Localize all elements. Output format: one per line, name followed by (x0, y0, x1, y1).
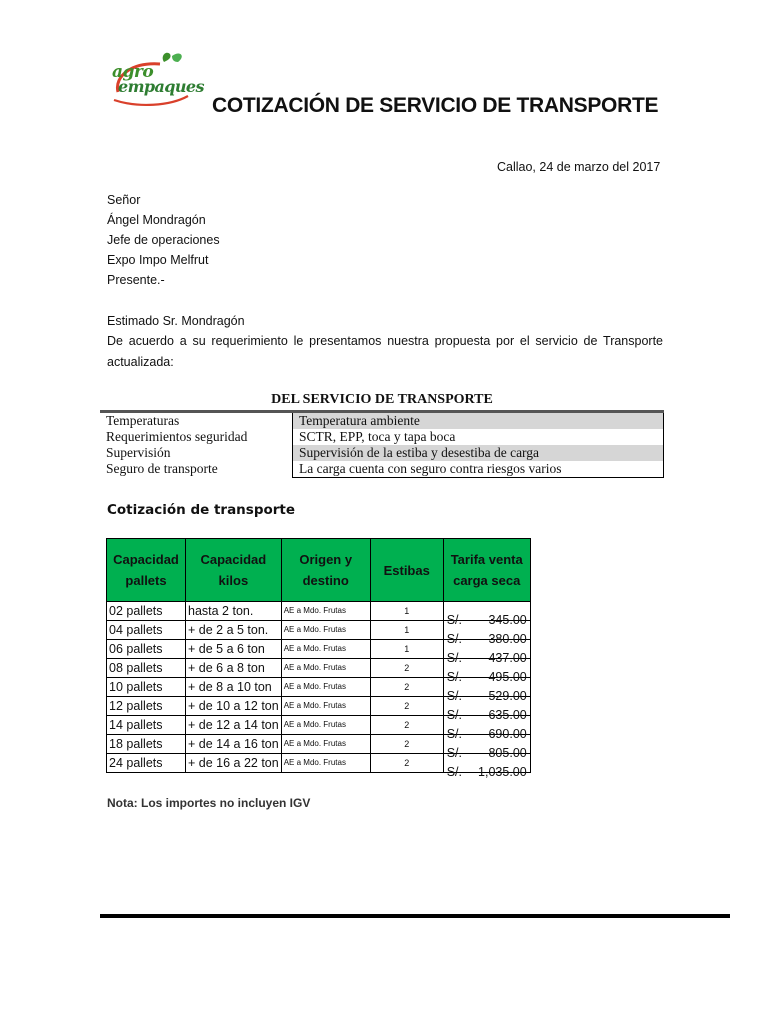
cell-price (443, 735, 530, 760)
cell-pallets: 24 pallets (107, 754, 186, 773)
quote-table (106, 538, 531, 779)
cell-kilos: + de 6 a 8 ton (186, 659, 282, 678)
document-title: COTIZACIÓN DE SERVICIO DE TRANSPORTE (212, 94, 659, 117)
currency-label: S/. (446, 727, 463, 741)
cell-kilos: + de 14 a 16 ton (186, 735, 282, 754)
cell-kilos: + de 2 a 5 ton. (186, 621, 282, 640)
currency-label: S/. (446, 746, 463, 760)
price-amount: 690.00 (488, 727, 527, 741)
cell-pallets: 14 pallets (107, 716, 186, 735)
header-capacidad-pallets: Capacidad pallets (107, 539, 186, 602)
cell-estibas: 1 (370, 621, 443, 640)
price-amount: 345.00 (488, 613, 527, 627)
cell-price (443, 754, 530, 779)
price-amount: 1,035.00 (478, 765, 527, 779)
logo-text-empaques: empaques (118, 77, 204, 96)
cell-estibas: 2 (370, 754, 443, 773)
cell-price (443, 697, 530, 722)
cell-kilos: + de 8 a 10 ton (186, 678, 282, 697)
price-amount: 529.00 (488, 689, 527, 703)
header-origen-destino: Origen y destino (281, 539, 370, 602)
cell-estibas: 1 (370, 640, 443, 659)
price-amount: 495.00 (488, 670, 527, 684)
note-text: Nota: Los importes no incluyen IGV (107, 796, 311, 810)
recipient-salutation: Señor (107, 193, 141, 207)
cell-route: AE a Mdo. Frutas (281, 716, 370, 735)
service-row (100, 412, 664, 430)
cell-pallets: 18 pallets (107, 735, 186, 754)
currency-label: S/. (446, 765, 463, 779)
currency-label: S/. (446, 651, 463, 665)
price-amount: 437.00 (488, 651, 527, 665)
cell-estibas: 2 (370, 697, 443, 716)
recipient-position: Jefe de operaciones (107, 233, 220, 247)
cell-pallets: 02 pallets (107, 602, 186, 621)
cell-estibas: 1 (370, 602, 443, 621)
cell-route: AE a Mdo. Frutas (281, 697, 370, 716)
header-capacidad-kilos: Capacidad kilos (186, 539, 282, 602)
cell-price (443, 659, 530, 684)
currency-label: S/. (446, 632, 463, 646)
quote-row (107, 697, 531, 716)
recipient-name: Ángel Mondragón (107, 213, 206, 227)
cell-price (443, 716, 530, 741)
cell-price (443, 678, 530, 703)
service-row-value: SCTR, EPP, toca y tapa boca (293, 429, 664, 445)
service-row-label: Temperaturas (100, 412, 293, 430)
cell-pallets: 12 pallets (107, 697, 186, 716)
cell-route: AE a Mdo. Frutas (281, 602, 370, 621)
header-tarifa: Tarifa venta carga seca (443, 539, 530, 602)
quote-section-title: Cotización de transporte (107, 502, 296, 518)
quote-row (107, 754, 531, 773)
price-amount: 805.00 (488, 746, 527, 760)
service-row-value: Temperatura ambiente (293, 412, 664, 430)
cell-route: AE a Mdo. Frutas (281, 735, 370, 754)
service-row-label: Seguro de transporte (106, 461, 218, 477)
quote-row (107, 640, 531, 659)
cell-estibas: 2 (370, 716, 443, 735)
cell-price (443, 621, 530, 646)
cell-estibas: 2 (370, 659, 443, 678)
service-row-value: La carga cuenta con seguro contra riesgos varios (293, 461, 664, 478)
cell-route: AE a Mdo. Frutas (281, 621, 370, 640)
service-details-table (100, 410, 664, 478)
footer-divider (100, 914, 730, 918)
quote-row (107, 659, 531, 678)
greeting: Estimado Sr. Mondragón (107, 314, 245, 328)
service-row-label: Requerimientos seguridad (106, 429, 248, 444)
recipient-company: Expo Impo Melfrut (107, 253, 209, 267)
service-section-title: DEL SERVICIO DE TRANSPORTE (271, 392, 493, 407)
header-estibas: Estibas (370, 539, 443, 602)
service-row-label: Supervisión (106, 445, 171, 460)
cell-price (443, 602, 530, 627)
quote-row (107, 602, 531, 621)
currency-label: S/. (446, 613, 463, 627)
service-row (100, 429, 664, 445)
quote-row (107, 735, 531, 754)
body-paragraph: De acuerdo a su requerimiento le presentamos nuestra propuesta por el servicio de Transporte actualizada: (107, 334, 663, 369)
cell-kilos: hasta 2 ton. (186, 602, 282, 621)
cell-pallets: 06 pallets (107, 640, 186, 659)
cell-kilos: + de 12 a 14 ton (186, 716, 282, 735)
date-line: Callao, 24 de marzo del 2017 (497, 160, 661, 174)
price-amount: 380.00 (488, 632, 527, 646)
cell-kilos: + de 10 a 12 ton (186, 697, 282, 716)
cell-route: AE a Mdo. Frutas (281, 678, 370, 697)
cell-route: AE a Mdo. Frutas (281, 754, 370, 773)
cell-kilos: + de 5 a 6 ton (186, 640, 282, 659)
quote-row (107, 716, 531, 735)
logo-text-agro: agro (112, 62, 154, 82)
service-row (100, 461, 664, 478)
service-row (100, 445, 664, 461)
cell-pallets: 10 pallets (107, 678, 186, 697)
cell-route: AE a Mdo. Frutas (281, 640, 370, 659)
quote-table-body (107, 602, 531, 779)
quote-header-row (107, 539, 531, 602)
cell-estibas: 2 (370, 678, 443, 697)
quote-row (107, 678, 531, 697)
cell-route: AE a Mdo. Frutas (281, 659, 370, 678)
cell-pallets: 04 pallets (107, 621, 186, 640)
price-amount: 635.00 (488, 708, 527, 722)
cell-price (443, 640, 530, 665)
quote-row (107, 621, 531, 640)
cell-pallets: 08 pallets (107, 659, 186, 678)
currency-label: S/. (446, 708, 463, 722)
currency-label: S/. (446, 670, 463, 684)
currency-label: S/. (446, 689, 463, 703)
recipient-presente: Presente.- (107, 273, 165, 287)
cell-estibas: 2 (370, 735, 443, 754)
service-row-value: Supervisión de la estiba y desestiba de carga (293, 445, 664, 461)
cell-kilos: + de 16 a 22 ton (186, 754, 282, 773)
company-logo (108, 50, 204, 112)
